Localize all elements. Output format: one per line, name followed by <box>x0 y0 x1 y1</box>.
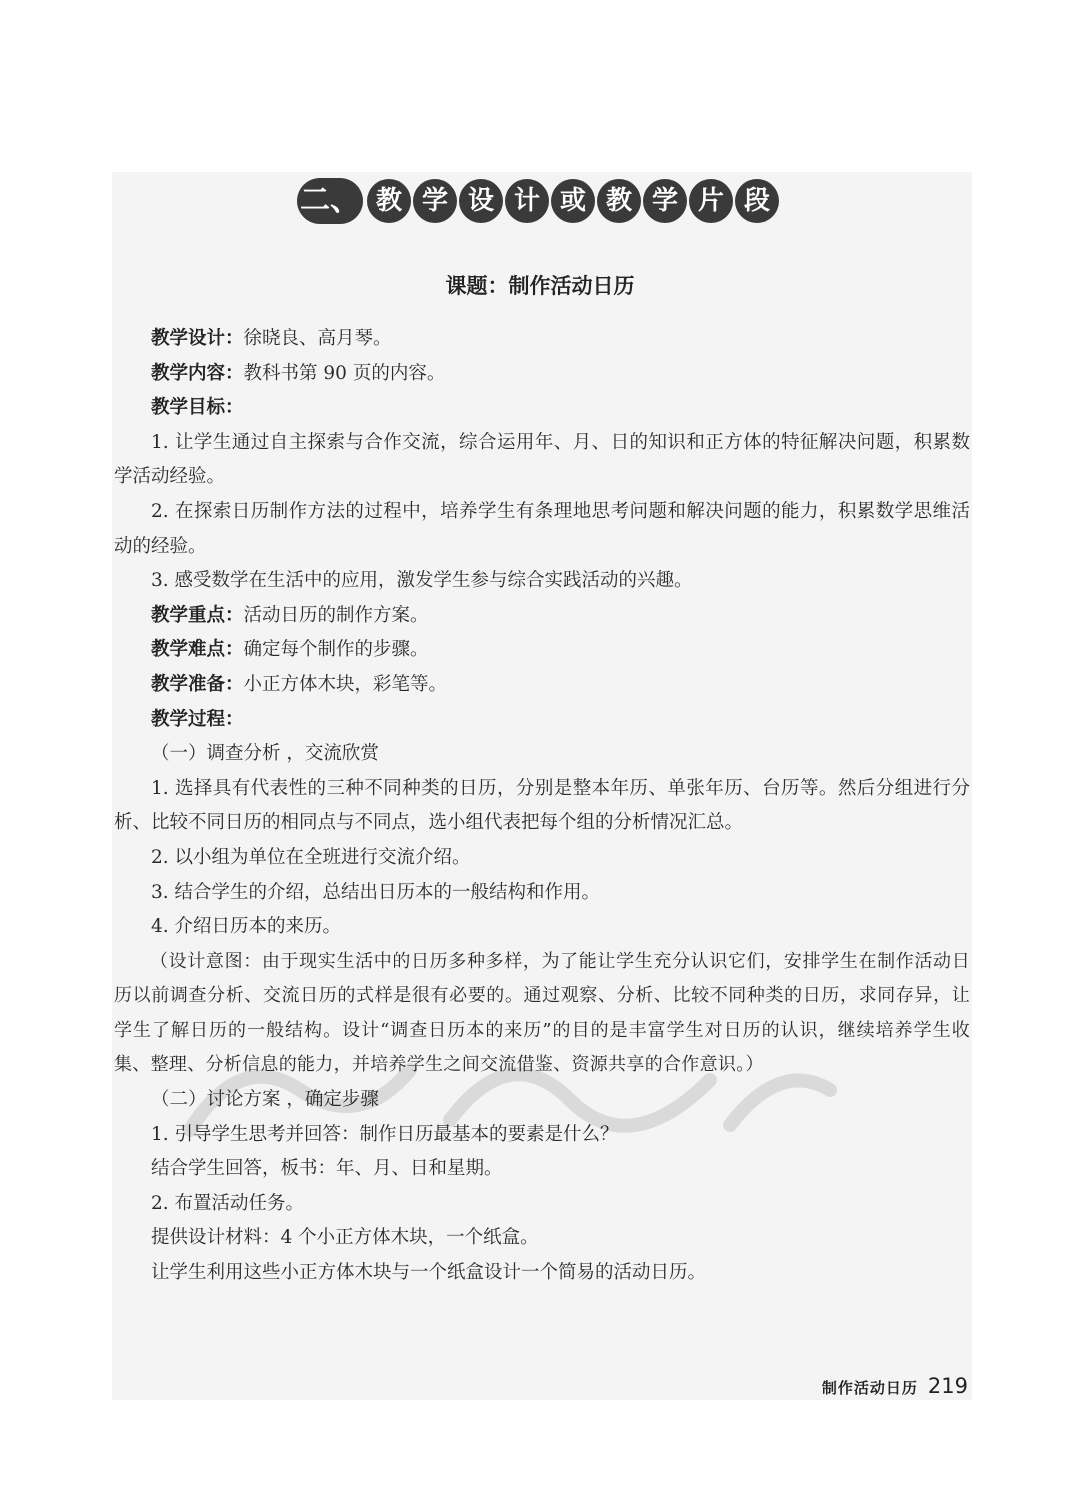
design-line <box>114 322 970 357</box>
part1-heading: （一）调查分析 ，交流欣赏 <box>151 743 379 765</box>
section-title-char: 学 <box>413 179 457 223</box>
difficulty-value: 确定每个制作的步骤。 <box>243 639 429 661</box>
section-title-char: 段 <box>735 179 779 223</box>
design-label: 教学设计： <box>151 328 244 349</box>
section-title-char: 学 <box>643 179 687 223</box>
part2-heading: （二）讨论方案 ，确定步骤 <box>151 1089 379 1111</box>
part2-item: 1. 引导学生思考并回答：制作日历最基本的要素是什么？ <box>151 1123 619 1145</box>
part2-item: 提供设计材料：4 个小正方体木块，一个纸盒。 <box>151 1227 539 1249</box>
goals-heading <box>114 391 970 426</box>
section-title-char: 或 <box>551 179 595 223</box>
process-label: 教学过程： <box>151 708 244 730</box>
content-label: 教学内容： <box>151 362 244 384</box>
section-title <box>297 178 787 224</box>
content-value: 教科书第 90 页的内容。 <box>243 362 446 384</box>
difficulty-label: 教学难点： <box>151 639 244 661</box>
lesson-body <box>114 322 970 1291</box>
part1-item: 2. 以小组为单位在全班进行交流介绍。 <box>151 846 471 868</box>
key-value: 活动日历的制作方案。 <box>243 604 429 626</box>
content-line <box>114 357 970 392</box>
part1-item: 1. 选择具有代表性的三种不同种类的日历，分别是整本年历、单张年历、台历等。然后分组进行分析、比较不同日历的相同点与不同点，选小组代表把每个组的分析情况汇总。 <box>114 777 970 834</box>
page-number: 219 <box>927 1374 968 1398</box>
page-footer <box>822 1374 968 1398</box>
section-title-chars <box>367 179 781 223</box>
prep-line <box>114 668 970 703</box>
section-number-badge: 二、 <box>297 178 363 224</box>
key-line <box>114 599 970 634</box>
running-title: 制作活动日历 <box>821 1379 918 1397</box>
part1-item: 3. 结合学生的介绍，总结出日历本的一般结构和作用。 <box>151 881 601 903</box>
goal-item: 1. 让学生通过自主探索与合作交流，综合运用年、月、日的知识和正方体的特征解决问题，积累数学活动经验。 <box>114 431 970 488</box>
lesson-title: 课题：制作活动日历 <box>445 274 635 298</box>
part1-item: 4. 介绍日历本的来历。 <box>151 916 342 938</box>
goal-item: 3. 感受数学在生活中的应用，激发学生参与综合实践活动的兴趣。 <box>151 570 693 592</box>
design-value: 徐晓良、高月琴。 <box>243 328 392 349</box>
prep-label: 教学准备： <box>151 673 244 695</box>
section-title-char: 片 <box>689 179 733 223</box>
part2-item: 2. 布置活动任务。 <box>151 1192 305 1214</box>
key-label: 教学重点： <box>151 604 244 626</box>
goals-label: 教学目标： <box>151 397 244 419</box>
section-title-char: 计 <box>505 179 549 223</box>
part2-item: 结合学生回答，板书：年、月、日和星期。 <box>151 1158 503 1180</box>
prep-value: 小正方体木块，彩笔等。 <box>243 673 448 695</box>
process-heading <box>114 703 970 738</box>
goal-item: 2. 在探索日历制作方法的过程中，培养学生有条理地思考问题和解决问题的能力，积累数学思维活动的经验。 <box>114 500 970 557</box>
difficulty-line <box>114 633 970 668</box>
design-intent-note: （设计意图：由于现实生活中的日历多种多样，为了能让学生充分认识它们，安排学生在制作活动日历以前调查分析、交流日历的式样是很有必要的。通过观察、分析、比较不同种类的日历，求同存异，让学生了解日历的一般结构。设计“调查日历本的来历”的目的是丰富学生对日历的认识，继续培养学生收集、整理、分析信息的能力，并培养学生之间交流借鉴、资源共享的合作意识。） <box>114 950 970 1076</box>
section-title-char: 教 <box>367 179 411 223</box>
section-title-char: 设 <box>459 179 503 223</box>
part2-item: 让学生利用这些小正方体木块与一个纸盒设计一个简易的活动日历。 <box>151 1262 707 1284</box>
section-title-char: 教 <box>597 179 641 223</box>
